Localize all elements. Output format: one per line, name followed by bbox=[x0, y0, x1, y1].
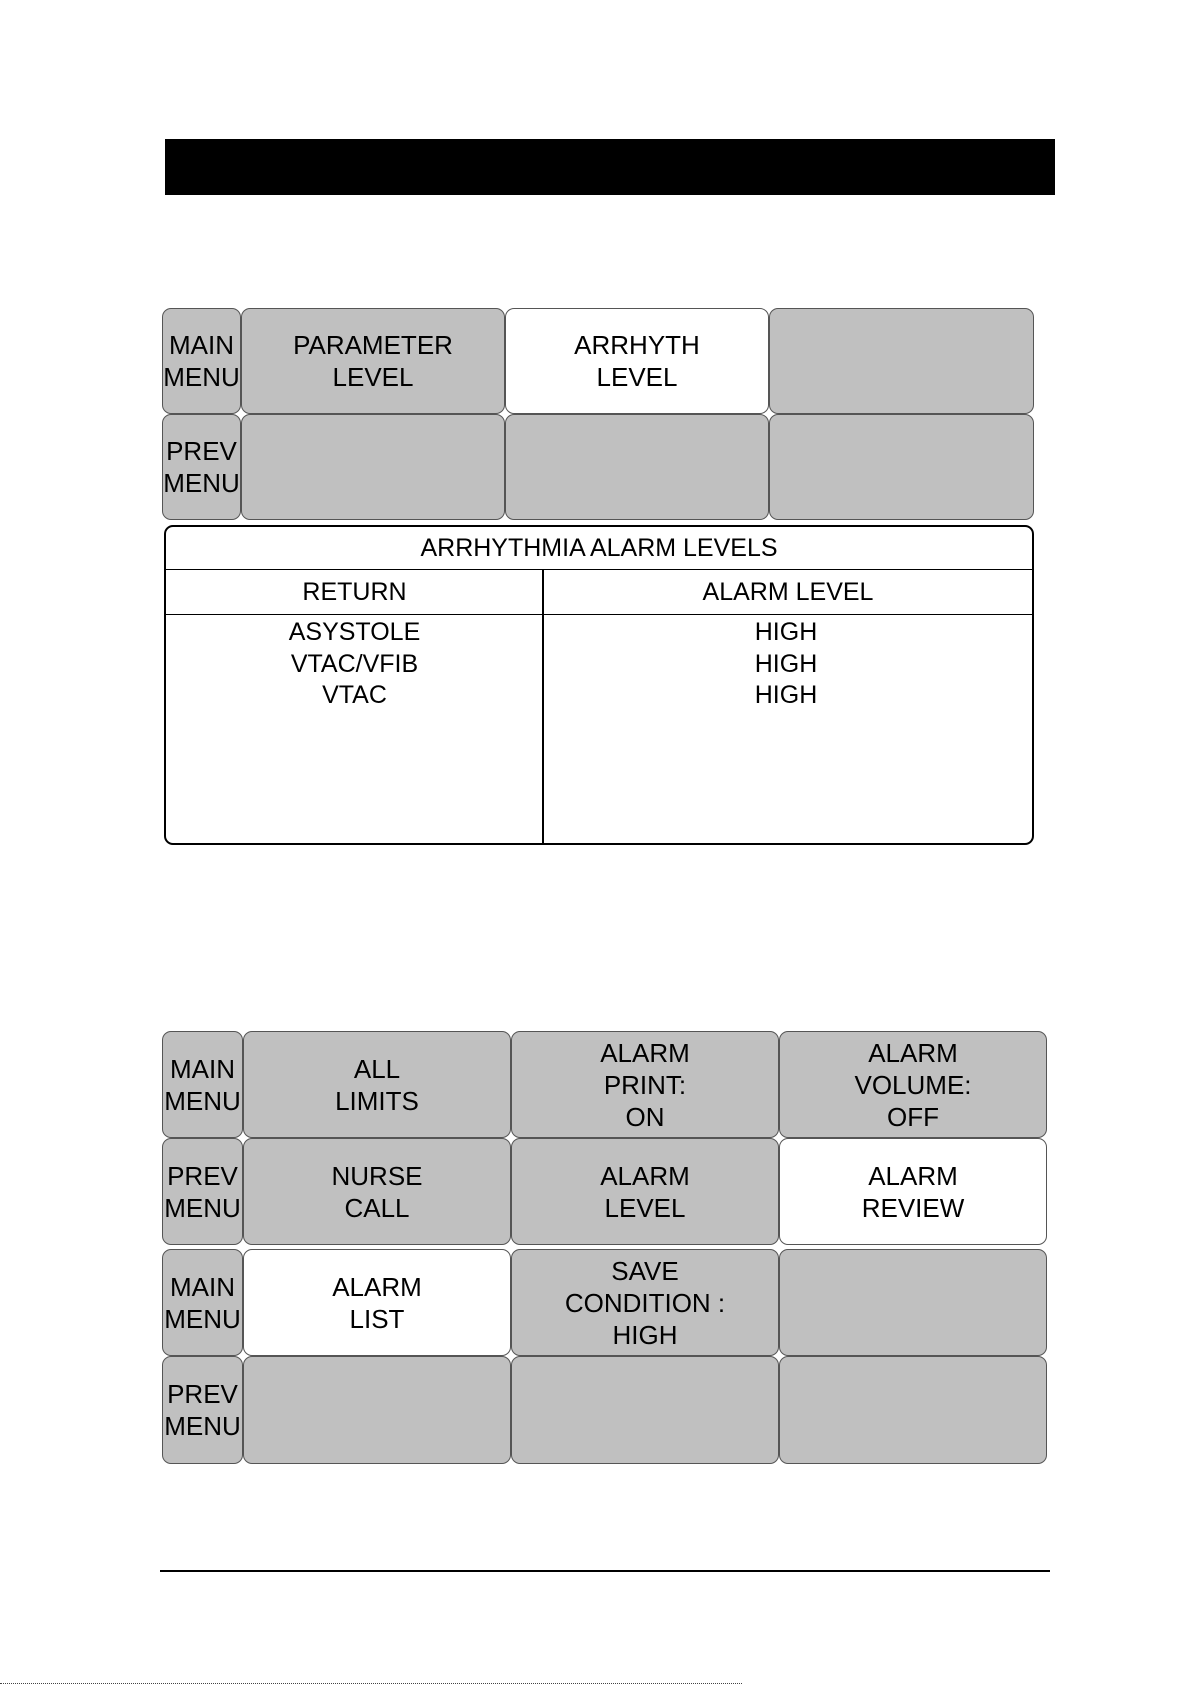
empty-softkey[interactable] bbox=[779, 1356, 1047, 1464]
empty-softkey[interactable] bbox=[241, 414, 505, 520]
footer-divider bbox=[160, 1570, 1050, 1572]
alarm-print-button[interactable]: ALARM PRINT: ON bbox=[511, 1031, 779, 1138]
arrhyth-level-button[interactable]: ARRHYTH LEVEL bbox=[505, 308, 769, 414]
header-bar bbox=[165, 139, 1055, 195]
alarm-volume-button[interactable]: ALARM VOLUME: OFF bbox=[779, 1031, 1047, 1138]
save-condition-button[interactable]: SAVE CONDITION : HIGH bbox=[511, 1249, 779, 1356]
alarm-level-list bbox=[543, 615, 1029, 712]
list-item[interactable]: VTAC/VFIB bbox=[290, 649, 419, 678]
table-title: ARRHYTHMIA ALARM LEVELS bbox=[166, 527, 1032, 570]
empty-softkey[interactable] bbox=[505, 414, 769, 520]
main-menu-button[interactable]: MAIN MENU bbox=[162, 1031, 243, 1138]
alarm-level-button[interactable]: ALARM LEVEL bbox=[511, 1138, 779, 1245]
prev-menu-button[interactable]: PREV MENU bbox=[162, 414, 241, 520]
all-limits-button[interactable]: ALL LIMITS bbox=[243, 1031, 511, 1138]
alarm-review-button[interactable]: ALARM REVIEW bbox=[779, 1138, 1047, 1245]
empty-softkey[interactable] bbox=[769, 414, 1034, 520]
list-item[interactable]: VTAC bbox=[322, 681, 387, 709]
empty-softkey[interactable] bbox=[511, 1356, 779, 1464]
main-menu-button[interactable]: MAIN MENU bbox=[162, 308, 241, 414]
empty-softkey[interactable] bbox=[779, 1249, 1047, 1356]
list-item[interactable]: ASYSTOLE bbox=[288, 618, 421, 646]
alarm-list-button[interactable]: ALARM LIST bbox=[243, 1249, 511, 1356]
page-edge-dotted-line bbox=[0, 1683, 742, 1684]
nurse-call-button[interactable]: NURSE CALL bbox=[243, 1138, 511, 1245]
alarm-level-column-header: ALARM LEVEL bbox=[543, 570, 1033, 615]
arrhythmia-alarm-levels-table bbox=[164, 525, 1034, 845]
return-list bbox=[166, 615, 543, 712]
prev-menu-button[interactable]: PREV MENU bbox=[162, 1138, 243, 1245]
empty-softkey[interactable] bbox=[243, 1356, 511, 1464]
list-item[interactable]: HIGH bbox=[754, 618, 818, 646]
prev-menu-button[interactable]: PREV MENU bbox=[162, 1356, 243, 1464]
list-item[interactable]: HIGH bbox=[754, 681, 818, 709]
list-item[interactable]: HIGH bbox=[754, 649, 818, 678]
return-column-header[interactable]: RETURN bbox=[166, 570, 543, 615]
empty-softkey[interactable] bbox=[769, 308, 1034, 414]
parameter-level-button[interactable]: PARAMETER LEVEL bbox=[241, 308, 505, 414]
main-menu-button[interactable]: MAIN MENU bbox=[162, 1249, 243, 1356]
